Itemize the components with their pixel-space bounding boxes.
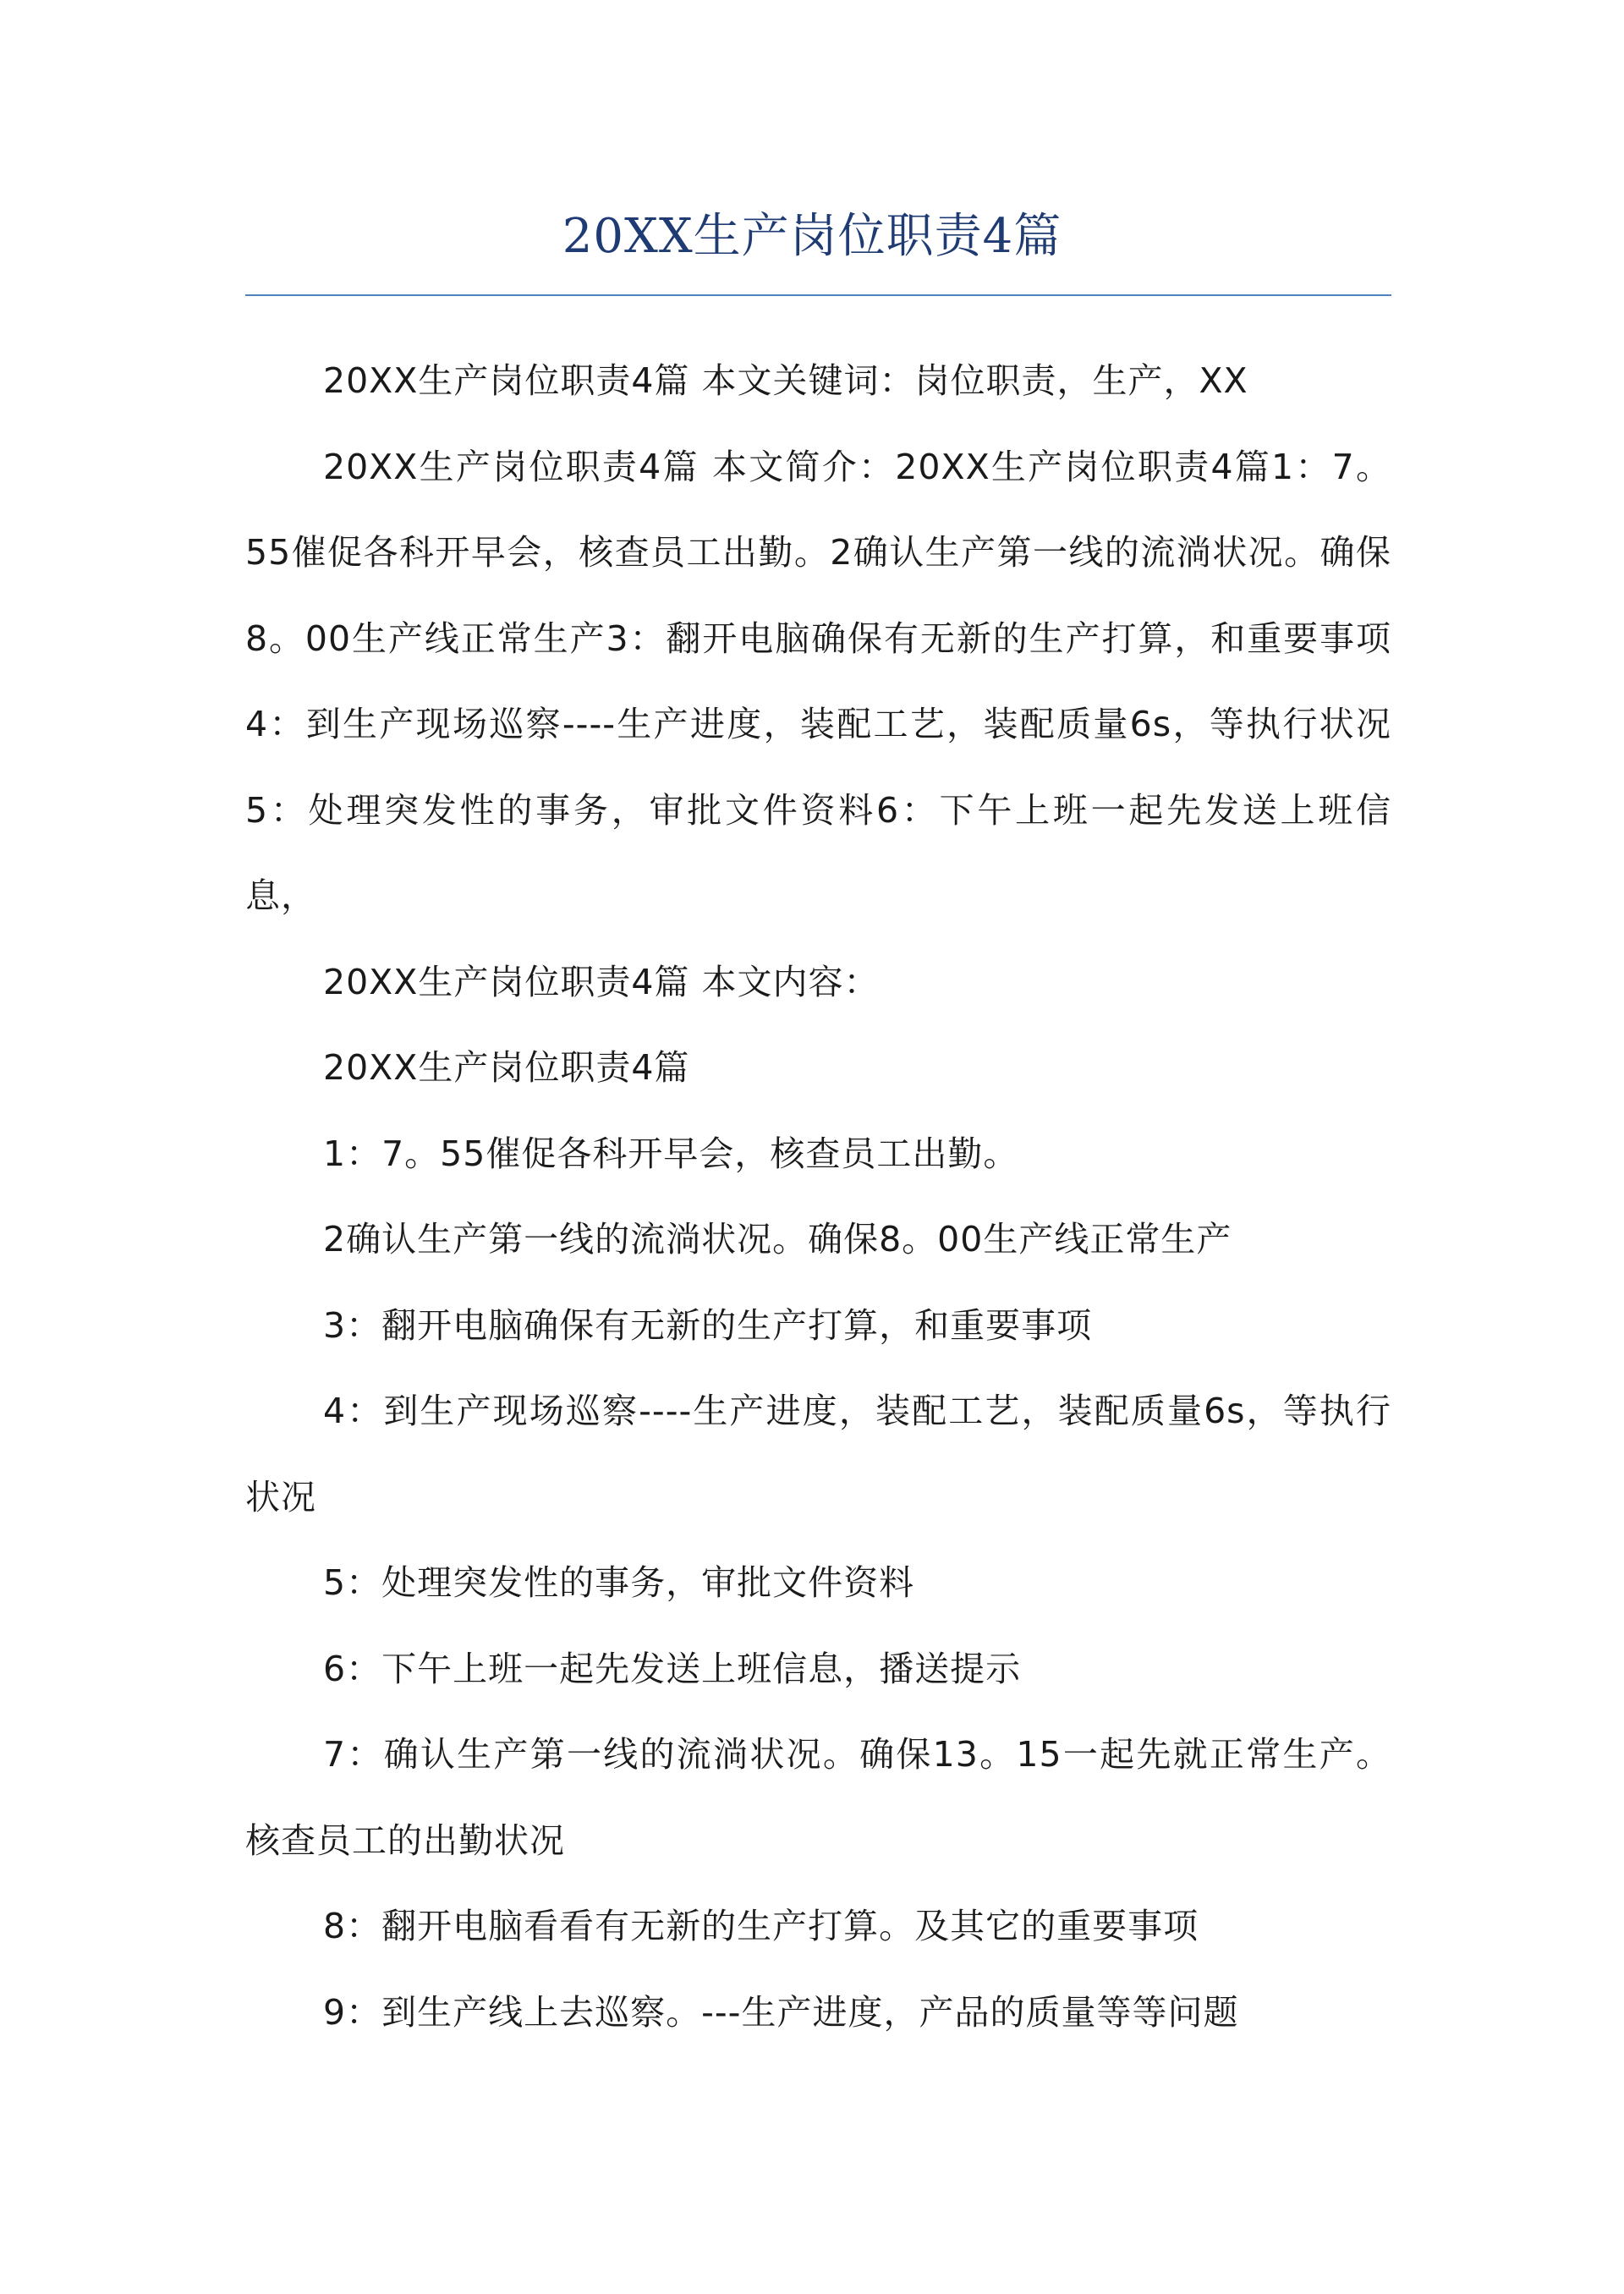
document-title: 20XX生产岗位职责4篇 <box>562 209 1062 264</box>
list-item-4: 4：到生产现场巡察----生产进度，装配工艺，装配质量6s，等执行状况 <box>245 1391 1391 1517</box>
paragraph-keywords: 20XX生产岗位职责4篇 本文关键词：岗位职责，生产，XX <box>323 360 1248 401</box>
paragraph-content-heading: 20XX生产岗位职责4篇 本文内容： <box>323 961 880 1002</box>
list-item-3: 3：翻开电脑确保有无新的生产打算，和重要事项 <box>323 1304 1093 1346</box>
list-item-7: 7：确认生产第一线的流淌状况。确保13。15一起先就正常生产。核查员工的出勤状况 <box>245 1734 1391 1861</box>
title-underline <box>245 294 1391 296</box>
document-body <box>245 338 1391 2055</box>
list-item-1: 1：7。55催促各科开早会，核查员工出勤。 <box>323 1133 1019 1174</box>
list-item-9: 9：到生产线上去巡察。---生产进度，产品的质量等等问题 <box>323 1991 1239 2033</box>
list-item-8: 8：翻开电脑看看有无新的生产打算。及其它的重要事项 <box>323 1906 1199 1946</box>
list-item-6: 6：下午上班一起先发送上班信息，播送提示 <box>323 1648 1022 1689</box>
paragraph-summary: 20XX生产岗位职责4篇 本文简介：20XX生产岗位职责4篇1：7。55催促各科开早会，核查员工出勤。2确认生产第一线的流淌状况。确保8。00生产线正常生产3：翻开电脑确保有无新的生产打算，和重要事项4：到生产现场巡察----生产进度，装配工艺，装配质量6s，等执行状况5：处理突发性的事务，审批文件资料6：下午上班一起先发送上班信息， <box>245 446 1391 916</box>
list-item-5: 5：处理突发性的事务，审批文件资料 <box>323 1562 915 1603</box>
list-item-2: 2确认生产第一线的流淌状况。确保8。00生产线正常生产 <box>323 1219 1232 1260</box>
paragraph-subtitle: 20XX生产岗位职责4篇 <box>323 1047 690 1088</box>
